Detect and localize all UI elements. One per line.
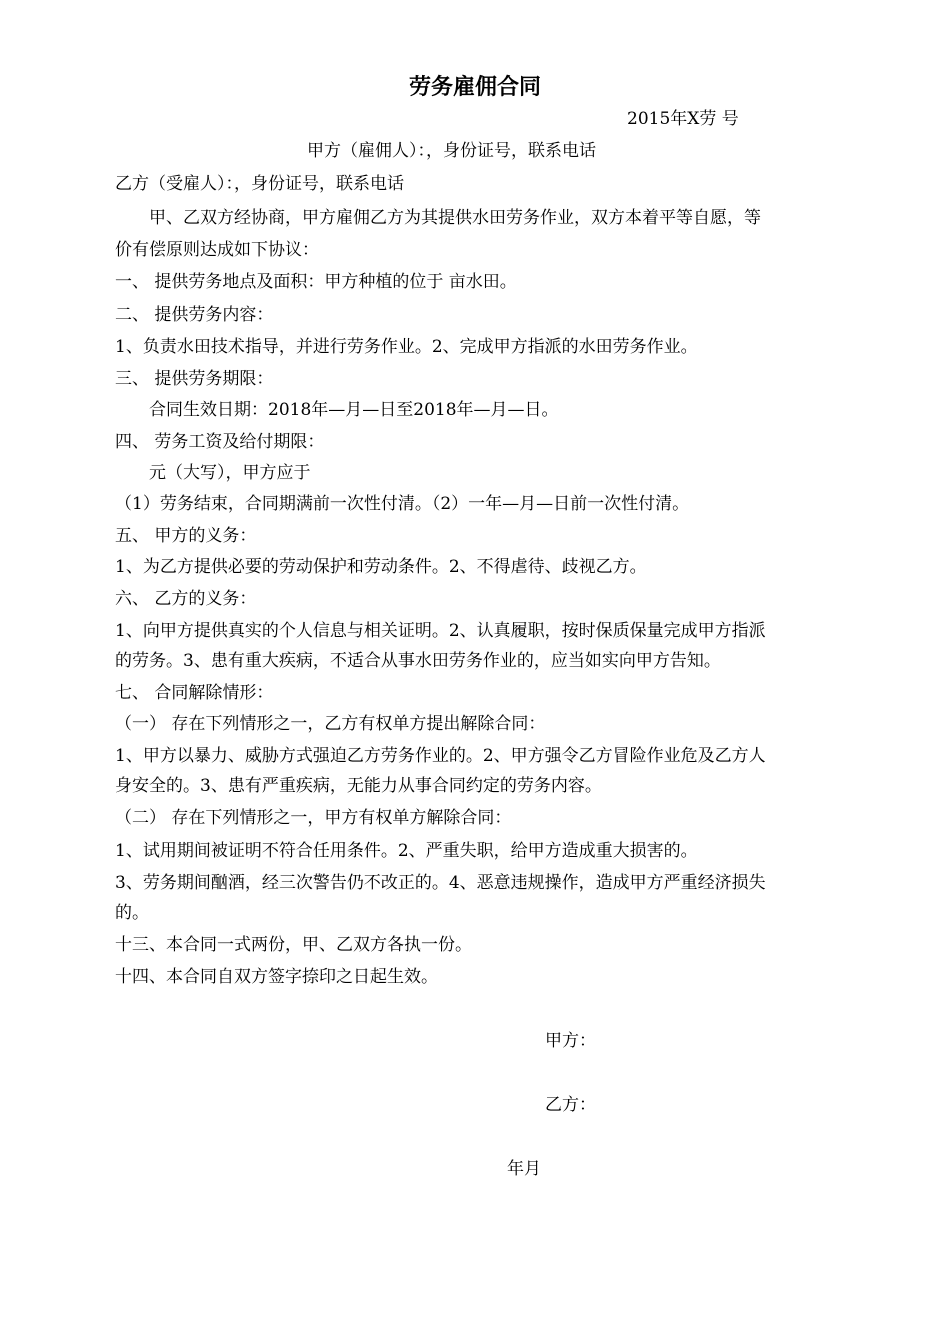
contract-number: 2015年X劳 号 <box>627 109 739 129</box>
intro-paragraph-line-2: 价有偿原则达成如下协议： <box>115 240 319 260</box>
section-4-heading: 四、 劳务工资及给付期限： <box>115 432 325 452</box>
section-5-body: 1、为乙方提供必要的劳动保护和劳动条件。2、不得虐待、歧视乙方。 <box>115 557 647 577</box>
party-b-line: 乙方（受雇人）：，身份证号，联系电话 <box>115 174 404 194</box>
section-14: 十四、本合同自双方签字捺印之日起生效。 <box>115 967 438 987</box>
section-7-subsection-1-body-line-2: 身安全的。3、患有严重疾病，无能力从事合同约定的劳务内容。 <box>115 776 602 796</box>
section-2-heading: 二、 提供劳务内容： <box>115 305 274 325</box>
section-2-body: 1、负责水田技术指导，并进行劳务作业。2、完成甲方指派的水田劳务作业。 <box>115 337 698 357</box>
section-7-subsection-2-body-line-3: 的。 <box>115 903 149 923</box>
section-4-body-line-1: 元（大写），甲方应于 <box>149 463 311 483</box>
signature-date: 年月 <box>507 1159 541 1179</box>
intro-paragraph-line-1: 甲、乙双方经协商，甲方雇佣乙方为其提供水田劳务作业，双方本着平等自愿，等 <box>149 208 761 228</box>
document-title: 劳务雇佣合同 <box>408 75 541 100</box>
section-1: 一、 提供劳务地点及面积：甲方种植的位于 亩水田。 <box>115 272 517 292</box>
section-6-body-line-1: 1、向甲方提供真实的个人信息与相关证明。2、认真履职，按时保质保量完成甲方指派 <box>115 621 766 641</box>
section-13: 十三、本合同一式两份，甲、乙双方各执一份。 <box>115 935 472 955</box>
section-7-subsection-1: （一） 存在下列情形之一，乙方有权单方提出解除合同： <box>115 714 546 734</box>
section-4-body-line-2: （1）劳务结束，合同期满前一次性付清。（2）一年—月—日前一次性付清。 <box>115 494 690 514</box>
section-7-subsection-2-body-line-1: 1、试用期间被证明不符合任用条件。2、严重失职，给甲方造成重大损害的。 <box>115 841 698 861</box>
section-6-body-line-2: 的劳务。3、患有重大疾病，不适合从事水田劳务作业的，应当如实向甲方告知。 <box>115 651 721 671</box>
section-3-body: 合同生效日期：2018年—月—日至2018年—月—日。 <box>149 400 559 420</box>
section-7-heading: 七、 合同解除情形： <box>115 683 274 703</box>
party-b-signature-label: 乙方： <box>545 1095 596 1115</box>
section-7-subsection-1-body-line-1: 1、甲方以暴力、威胁方式强迫乙方劳务作业的。2、甲方强令乙方冒险作业危及乙方人 <box>115 746 766 766</box>
section-5-heading: 五、 甲方的义务： <box>115 526 257 546</box>
section-6-heading: 六、 乙方的义务： <box>115 589 257 609</box>
party-a-line: 甲方（雇佣人）：，身份证号，联系电话 <box>307 141 596 161</box>
party-a-signature-label: 甲方： <box>545 1031 596 1051</box>
section-7-subsection-2: （二） 存在下列情形之一，甲方有权单方解除合同： <box>115 808 512 828</box>
section-3-heading: 三、 提供劳务期限： <box>115 369 274 389</box>
section-7-subsection-2-body-line-2: 3、劳务期间酗酒，经三次警告仍不改正的。4、恶意违规操作，造成甲方严重经济损失 <box>115 873 766 893</box>
